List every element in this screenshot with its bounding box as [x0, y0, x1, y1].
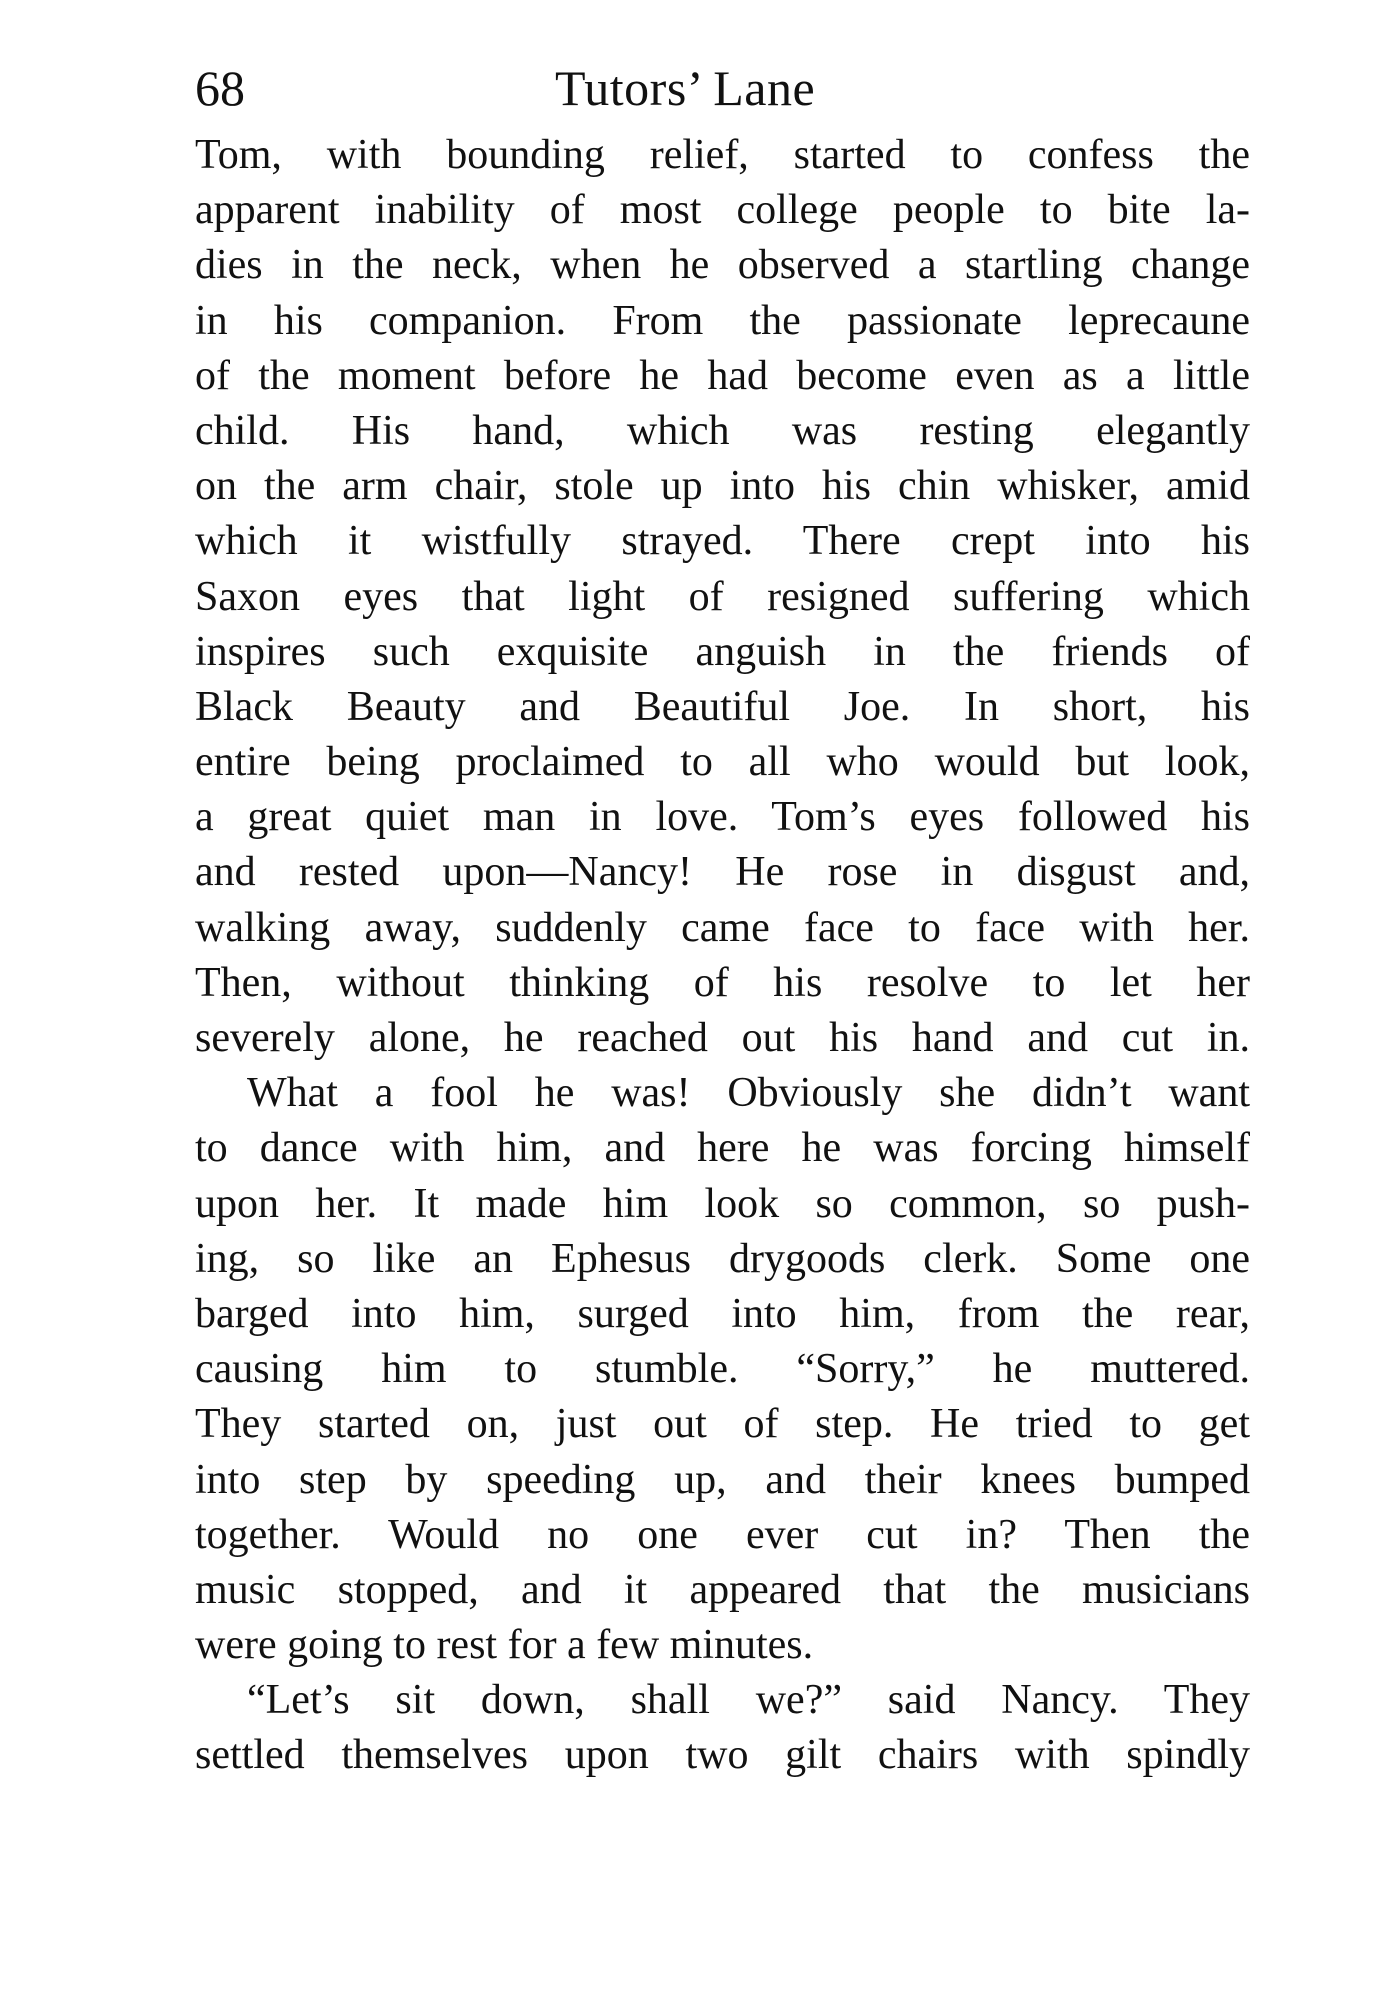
text-line: Saxon eyes that light of resigned suffering which [195, 573, 1250, 620]
text-line: a great quiet man in love. Tom’s eyes followed his [195, 794, 1250, 841]
text-line: dies in the neck, when he observed a startling change [195, 242, 1250, 289]
body-text [195, 128, 1250, 1784]
text-line: walking away, suddenly came face to face with her. [195, 904, 1250, 951]
paragraph-end-line: were going to rest for a few minutes. [195, 1622, 814, 1669]
text-line: settled themselves upon two gilt chairs with spindly [195, 1732, 1250, 1779]
text-line: into step by speeding up, and their knees bumped [195, 1456, 1250, 1503]
paragraph-start-line: What a fool he was! Obviously she didn’t want [247, 1070, 1250, 1117]
text-line: which it wistfully strayed. There crept into his [195, 518, 1250, 565]
text-line: entire being proclaimed to all who would but look, [195, 739, 1250, 786]
text-line: inspires such exquisite anguish in the friends of [195, 628, 1250, 675]
text-line: ing, so like an Ephesus drygoods clerk. Some one [195, 1235, 1250, 1282]
text-line: upon her. It made him look so common, so push- [195, 1180, 1250, 1227]
text-line: Black Beauty and Beautiful Joe. In short, his [195, 683, 1250, 730]
text-line: They started on, just out of step. He tried to get [195, 1401, 1250, 1448]
text-line: together. Would no one ever cut in? Then the [195, 1511, 1250, 1558]
page-header [195, 52, 1250, 124]
running-title: Tutors’ Lane [555, 60, 816, 116]
text-line: barged into him, surged into him, from the rear, [195, 1290, 1250, 1337]
text-line: in his companion. From the passionate leprecaune [195, 297, 1250, 344]
text-line: of the moment before he had become even as a little [195, 352, 1250, 399]
text-line: child. His hand, which was resting elegantly [195, 407, 1250, 454]
text-line: on the arm chair, stole up into his chin whisker, amid [195, 463, 1250, 510]
paragraph-start-line: “Let’s sit down, shall we?” said Nancy. They [247, 1677, 1250, 1724]
page-number: 68 [195, 60, 245, 116]
text-line: Tom, with bounding relief, started to confess the [195, 132, 1250, 178]
text-line: and rested upon—Nancy! He rose in disgust and, [195, 849, 1250, 896]
text-line: severely alone, he reached out his hand and cut in. [195, 1015, 1250, 1061]
text-line: apparent inability of most college people to bite la- [195, 187, 1250, 234]
text-line: to dance with him, and here he was forcing himself [195, 1125, 1250, 1172]
text-line: music stopped, and it appeared that the musicians [195, 1566, 1250, 1613]
text-line: causing him to stumble. “Sorry,” he muttered. [195, 1346, 1250, 1393]
text-line: Then, without thinking of his resolve to let her [195, 959, 1250, 1006]
